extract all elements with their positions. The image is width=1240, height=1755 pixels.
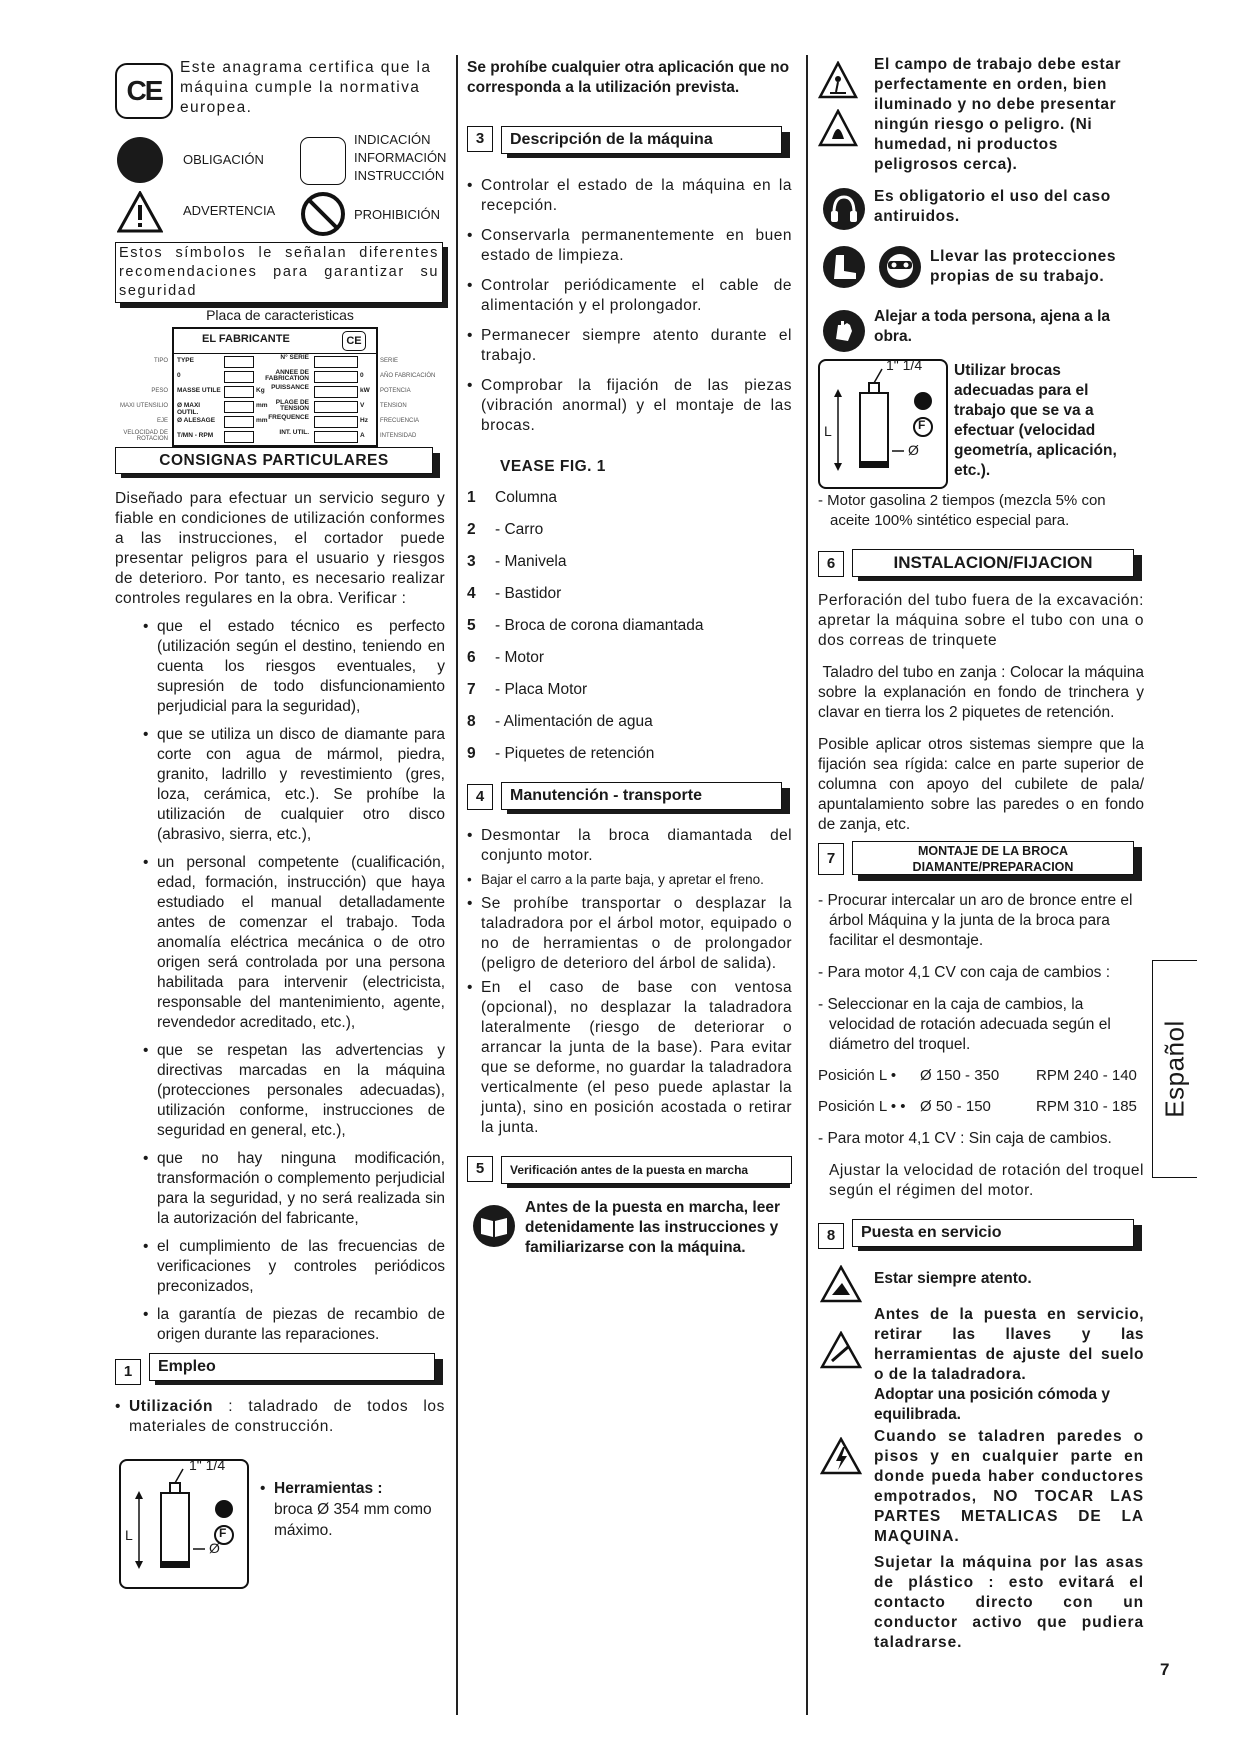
- part-number: 3: [467, 553, 476, 570]
- section-8-header: [818, 1219, 1144, 1249]
- section-3-list: [467, 176, 792, 436]
- plate-row: [174, 399, 376, 414]
- drill-size-label-2: 1" 1/4: [886, 357, 923, 373]
- parts-list: [467, 488, 792, 764]
- plate-field-label: ANNEE DE FABRICATION: [265, 369, 309, 382]
- obligation-label: OBLIGACIÓN: [183, 152, 264, 167]
- section-6-header: [818, 549, 1144, 579]
- section-8-title: Puesta en servicio: [852, 1219, 1134, 1247]
- section-4-list: [467, 826, 792, 1138]
- part-label: - Manivela: [495, 553, 567, 570]
- plate-side-label: MAXI UTENSILIO: [119, 402, 168, 409]
- vease-fig: VEASE FIG. 1: [500, 458, 606, 475]
- consignas-intro: Diseñado para efectuar un servicio seguro y fiable en condiciones de utilización conformes a las instrucciones, el cortador puede presentar peligros para el usuario y riesgos de deterioro. Por tanto, es necesario realizar controles regulares en la obra. Verificar :: [115, 490, 445, 607]
- prohibited-use-note: Se prohíbe cualquier otra aplicación que no corresponda a la utilización prevista.: [467, 59, 790, 96]
- section-5-title: Verificación antes de la puesta en marcha: [501, 1156, 792, 1184]
- position-1-label: Posición L •: [818, 1067, 897, 1084]
- part-item: [467, 488, 792, 508]
- part-label: - Bastidor: [495, 585, 562, 602]
- information-label: INDICACIÓN INFORMACIÓN INSTRUCCIÓN: [354, 132, 447, 183]
- before-service-text: Antes de la puesta en servicio, retirar las llaves y las herramientas de ajuste del suelo o de la taladradora.: [874, 1306, 1144, 1383]
- part-item: [467, 744, 792, 764]
- plate-field-box: [314, 356, 358, 368]
- plate-field-box: [224, 401, 254, 413]
- section-3-item: • Comprobar la fijación de las piezas (vibración anormal) y el montaje de las brocas.: [467, 376, 792, 436]
- drill-bit-diagram-2: [818, 359, 948, 489]
- drill-diameter-label: Ø: [209, 1540, 220, 1556]
- section-8-number: 8: [818, 1223, 844, 1249]
- symbols-note-text: Estos símbolos le señalan diferentes recomendaciones para garantizar su seguridad: [119, 245, 439, 299]
- section-7-p3: - Seleccionar en la caja de cambios, la velocidad de rotación adecuada según el diámetro del troquel.: [818, 996, 1111, 1053]
- drill-size-label: 1" 1/4: [189, 1457, 226, 1473]
- plate-field-label: FREQUENCE: [268, 414, 309, 421]
- ear-protection-text: Es obligatorio el uso del caso antiruidos.: [874, 188, 1111, 225]
- warning-icon: [117, 191, 163, 233]
- section-6-title: INSTALACION/FIJACION: [852, 549, 1134, 577]
- ce-text: Este anagrama certifica que la máquina cumple la normativa europea.: [180, 59, 432, 116]
- part-number: 8: [467, 713, 476, 730]
- section-4-item: • Se prohíbe transportar o desplazar la taladradora por el árbol motor, equipado o no de herramientas o de prolongador (peligro de deterioro del árbol de salida).: [467, 894, 792, 974]
- section-7-p1: - Procurar intercalar un aro de bronce entre el árbol Máquina y la junta de la broca para facilitar el desmontaje.: [818, 892, 1133, 949]
- work-area-text: El campo de trabajo debe estar perfectamente en orden, bien iluminado y no debe presentar ningún riesgo o peligro. (Ni humedad, ni productos peligrosos cerca).: [874, 56, 1122, 173]
- section-5-text: Antes de la puesta en marcha, leer detenidamente las instrucciones y familiarizarse con la máquina.: [525, 1199, 780, 1256]
- prohibition-icon: [300, 191, 346, 237]
- plate-field-box: [314, 431, 358, 443]
- part-item: [467, 680, 792, 700]
- plate-field-box: [224, 431, 254, 443]
- information-icon: [300, 137, 346, 185]
- plate-field-box: [314, 371, 358, 383]
- section-7-p5: Ajustar la velocidad de rotación del troquel según el régimen del motor.: [829, 1162, 1144, 1199]
- part-label: - Broca de corona diamantada: [495, 617, 704, 634]
- consignas-title-box: [115, 447, 445, 481]
- warning-label: ADVERTENCIA: [183, 203, 276, 218]
- section-3-item: • Conservarla permanentemente en buen estado de limpieza.: [467, 226, 792, 266]
- part-label: - Placa Motor: [495, 681, 588, 698]
- section-3-header: [467, 126, 792, 156]
- check-item: • que el estado técnico es perfecto (utilización según el destino, teniendo en cuenta los riesgos eventuales, y supresión de todo disfuncionamiento perjudicial para la seguridad),: [143, 617, 445, 717]
- plate-side-label: VELOCIDAD DE ROTACION: [123, 429, 168, 442]
- safety-boots-icon: [822, 245, 866, 289]
- position-1-range: Ø 150 - 350: [920, 1067, 1000, 1084]
- part-item: [467, 584, 792, 604]
- section-3-item: • Controlar periódicamente el cable de alimentación y el prolongador.: [467, 276, 792, 316]
- check-item: • que se respetan las advertencias y directivas marcadas en la máquina (protecciones personales adecuadas), utilización conforme, instrucciones de seguridad en general, etc.),: [143, 1041, 445, 1141]
- drill-bit-diagram: [119, 1459, 249, 1589]
- plate-unit: mm: [256, 417, 268, 424]
- part-number: 2: [467, 521, 476, 538]
- walls-warning-text: Cuando se taladren paredes o pisos y en cualquier parte en donde pueda haber conductores empotrados, NO TOCAR LAS PARTES METALICAS DE LA MAQUINA.: [874, 1428, 1144, 1545]
- plate-field-box: [224, 371, 254, 383]
- obligation-icon: [117, 137, 163, 183]
- section-4-item: • Desmontar la broca diamantada del conjunto motor.: [467, 826, 792, 866]
- attention-text: Estar siempre atento.: [874, 1270, 1032, 1287]
- section-1-header: [115, 1353, 445, 1383]
- characteristics-plate: [115, 327, 445, 452]
- plate-unit: Kg: [256, 387, 265, 394]
- plate-field-label: T/MN - RPM: [177, 432, 214, 439]
- section-4-header: [467, 782, 792, 812]
- page-number: 7: [1160, 1660, 1170, 1679]
- column-3: [818, 55, 1149, 1653]
- ce-mark-icon: CE: [115, 63, 173, 119]
- position-row-1: [818, 1067, 1144, 1087]
- plate-field-label: INT. UTIL.: [279, 429, 309, 436]
- position-2-rpm: RPM 310 - 185: [1036, 1098, 1137, 1115]
- part-label: Columna: [495, 489, 558, 506]
- section-7-title: MONTAJE DE LA BROCA DIAMANTE/PREPARACION: [852, 841, 1134, 875]
- hold-handles-text: Sujetar la máquina por las asas de plástico : esto evitará el contacto directo con un conductor activo que pudiera taladrarse.: [874, 1554, 1144, 1651]
- herramientas-text: broca Ø 354 mm como máximo.: [274, 1501, 432, 1539]
- part-label: - Motor: [495, 649, 545, 666]
- adopt-position-text: Adoptar una posición cómoda y equilibrada.: [874, 1386, 1110, 1423]
- motor-gas-text: - Motor gasolina 2 tiempos (mezcla 5% con aceite 100% sintético especial para.: [818, 492, 1106, 529]
- section-1-number: 1: [115, 1359, 141, 1385]
- plate-field-label: PUISSANCE: [271, 384, 309, 391]
- drill-diameter-label-2: Ø: [908, 442, 919, 458]
- keep-away-text: Alejar a toda persona, ajena a la obra.: [874, 308, 1111, 345]
- check-item: • que no hay ninguna modificación, transformación o complemento perjudicial para la seguridad, y no será realizada sin la autorización del fabricante,: [143, 1149, 445, 1229]
- plate-side-label: INTENSIDAD: [380, 432, 417, 439]
- column-divider-1: [456, 55, 458, 1715]
- section-7-number: 7: [818, 843, 844, 875]
- section-1-title: Empleo: [149, 1353, 435, 1381]
- part-item: [467, 552, 792, 572]
- section-3-number: 3: [467, 126, 493, 152]
- plate-field-box: [224, 356, 254, 368]
- plate-field-label: PLAGE DE TENSION: [275, 399, 309, 412]
- part-label: - Alimentación de agua: [495, 713, 653, 730]
- part-item: [467, 520, 792, 540]
- section-5-header: [467, 1156, 792, 1186]
- plate-field-box: [314, 416, 358, 428]
- plate-unit: mm: [256, 402, 268, 409]
- check-item: • un personal competente (cualificación, edad, formación, instrucción) que haya estudiado el manual detalladamente antes de comenzar el trabajo. Toda anomalía eléctrica mecánica o de otro origen será controlada por una persona habilitada para intervenir (electricista, responsable del mantenimiento, agente, revendedor acreditado, etc.),: [143, 853, 445, 1033]
- section-3-title: Descripción de la máquina: [501, 126, 782, 154]
- plate-field-box: [314, 386, 358, 398]
- plate-side-label: PESO: [151, 387, 168, 394]
- plate-side-label: TIPO: [153, 357, 168, 364]
- part-item: [467, 648, 792, 668]
- read-manual-icon: [472, 1204, 516, 1248]
- plate-field-box: [224, 386, 254, 398]
- language-tab-label: Español: [1159, 1020, 1190, 1118]
- plate-field-label: TYPE: [177, 357, 194, 364]
- hazard-warning-icon: [818, 109, 858, 147]
- plate-title: Placa de caracteristicas: [206, 307, 354, 323]
- plate-field-box: [224, 416, 254, 428]
- section-7-p2: - Para motor 4,1 CV con caja de cambios :: [818, 964, 1111, 981]
- part-number: 5: [467, 617, 476, 634]
- plate-side-label: TENSION: [380, 402, 407, 409]
- check-item: • la garantía de piezas de recambio de origen durante las reparaciones.: [143, 1305, 445, 1345]
- electric-warning-icon: [820, 1437, 862, 1475]
- section-4-number: 4: [467, 784, 493, 810]
- part-label: - Piquetes de retención: [495, 745, 655, 762]
- check-item: • el cumplimiento de las frecuencias de verificaciones y controles periódicos preconizados,: [143, 1237, 445, 1297]
- prohibition-label: PROHIBICIÓN: [354, 207, 440, 222]
- plate-side-label: EJE: [156, 417, 168, 424]
- position-1-rpm: RPM 240 - 140: [1036, 1067, 1137, 1084]
- part-number: 7: [467, 681, 476, 698]
- section-4-item: • En el caso de base con ventosa (opcional), no desplazar la taladradora lateralmente (riesgo de deteriorar o arrancar la junta de la base). Para evitar que se deforme, no guardar la taladradora verticalmente (el peso puede aplastar la junta), sino en posición acostada o retirar la junta.: [467, 978, 792, 1138]
- section-4-item: • Bajar el carro a la parte baja, y apretar el freno.: [467, 870, 792, 890]
- utilizacion-text: • Utilización : taladrado de todos los materiales de construcción.: [115, 1397, 445, 1437]
- section-4-title: Manutención - transporte: [501, 782, 782, 810]
- plate-row: [174, 354, 376, 369]
- plate-header: EL FABRICANTE: [202, 333, 290, 345]
- plate-side-label: SERIE: [380, 357, 399, 364]
- drill-length-label-2: L: [824, 423, 832, 439]
- herramientas-label: • Herramientas :: [260, 1479, 440, 1499]
- position-2-range: Ø 50 - 150: [920, 1098, 991, 1115]
- drill-bits-text: Utilizar brocas adecuadas para el trabajo que se va a efectuar (velocidad geometría, aplicación, etc.).: [954, 362, 1117, 479]
- plate-field-label: MASSE UTILE: [177, 387, 221, 394]
- language-tab: [1152, 960, 1197, 1178]
- plate-side-label: POTENCIA: [380, 387, 411, 394]
- column-1: [115, 55, 445, 1589]
- column-2: [467, 55, 792, 1258]
- plate-unit: A: [360, 432, 365, 439]
- section-6-p2: Taladro del tubo en zanja : Colocar la máquina sobre la explanación en fondo de trinchera y clavar en tierra los 2 piquetes de retención.: [818, 664, 1149, 721]
- plate-field-label: N° SERIE: [280, 354, 309, 361]
- plate-field-label: 0: [177, 372, 181, 379]
- drill-f-label: F: [219, 1526, 227, 1540]
- position-2-label: Posición L • •: [818, 1098, 906, 1115]
- checks-list: [115, 617, 445, 1345]
- plate-unit: 0: [360, 372, 364, 379]
- drill-length-label: L: [125, 1527, 133, 1543]
- plate-row: [174, 369, 376, 384]
- plate-field-box: [314, 401, 358, 413]
- section-7-header: [818, 841, 1144, 879]
- tools-warning-icon: [820, 1331, 862, 1369]
- part-number: 4: [467, 585, 476, 602]
- plate-unit: Hz: [360, 417, 368, 424]
- safety-goggles-icon: [878, 245, 922, 289]
- part-item: [467, 616, 792, 636]
- plate-side-label: [115, 368, 168, 383]
- section-6-number: 6: [818, 551, 844, 577]
- plate-side-label: FRECUENCIA: [380, 417, 420, 424]
- plate-ce-icon: CE: [342, 331, 366, 351]
- column-divider-2: [806, 55, 808, 1715]
- section-5-number: 5: [467, 1156, 493, 1182]
- keep-away-icon: [822, 309, 866, 353]
- work-area-warning-icon: [818, 61, 858, 99]
- symbols-note: [115, 242, 443, 303]
- section-6-p3: Posible aplicar otros sistemas siempre que la fijación sea rígida: calce en parte superior de columna con apoyo del cubilete de pala/ apuntalamiento sobre las paredes o en fondo de zanja, etc.: [818, 736, 1144, 833]
- part-item: [467, 712, 792, 732]
- plate-row: [174, 429, 376, 444]
- part-label: - Carro: [495, 521, 544, 538]
- part-number: 9: [467, 745, 476, 762]
- section-7-p4: - Para motor 4,1 CV : Sin caja de cambios.: [818, 1130, 1112, 1147]
- part-number: 6: [467, 649, 476, 666]
- plate-unit: kW: [360, 387, 370, 394]
- plate-unit: V: [360, 402, 365, 409]
- consignas-title: CONSIGNAS PARTICULARES: [115, 447, 433, 474]
- plate-side-label: AÑO FABRICACIÓN: [380, 372, 436, 379]
- section-3-item: • Controlar el estado de la máquina en la recepción.: [467, 176, 792, 216]
- plate-field-label: Ø MAXI OUTIL.: [177, 402, 201, 416]
- attention-warning-icon: [820, 1265, 862, 1303]
- plate-row: [174, 384, 376, 399]
- part-number: 1: [467, 489, 476, 506]
- protections-text: Llevar las protecciones propias de su trabajo.: [930, 248, 1117, 285]
- drill-f-label-2: F: [918, 418, 926, 432]
- section-3-item: • Permanecer siempre atento durante el trabajo.: [467, 326, 792, 366]
- section-6-p1: Perforación del tubo fuera de la excavación: apretar la máquina sobre el tubo con una o dos correas de trinquete: [818, 592, 1144, 649]
- check-item: • que se utiliza un disco de diamante para corte con agua de mármol, piedra, granito, ladrillo y revestimiento (gres, loza, cerámica, etc.). Se prohíbe la utilización de cualquier otro disco (abrasivo, sierra, etc.),: [143, 725, 445, 845]
- plate-field-label: Ø ALESAGE: [177, 417, 216, 424]
- plate-row: [174, 414, 376, 429]
- position-row-2: [818, 1098, 1144, 1118]
- ear-protection-icon: [822, 187, 866, 231]
